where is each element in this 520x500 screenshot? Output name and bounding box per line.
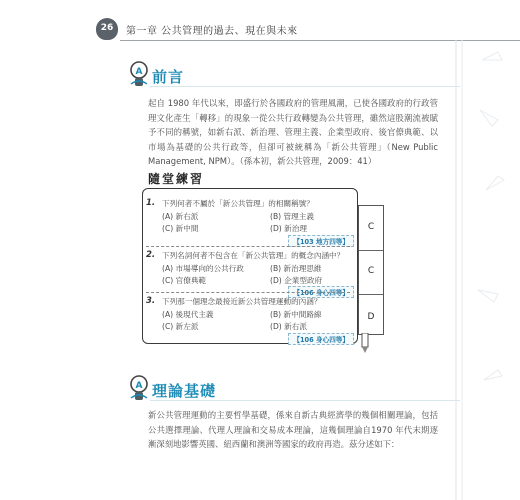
exam-source-tag: 【106 身心四等】 bbox=[288, 286, 354, 298]
exam-source-tag: 【103 地方四等】 bbox=[288, 235, 354, 247]
answer-3: D bbox=[367, 312, 375, 322]
pencil-icon bbox=[361, 333, 369, 353]
page-header bbox=[96, 18, 448, 40]
question-2 bbox=[146, 250, 376, 296]
question-text: 下列何者不屬於「新公共管理」的相關稱號？ bbox=[162, 199, 314, 208]
option-d: (D) 新治理 bbox=[270, 224, 307, 233]
svg-text:A: A bbox=[135, 381, 143, 391]
chapter-title: 第一章 公共管理的過去、現在與未來 bbox=[126, 26, 298, 37]
margin-decoration bbox=[452, 40, 520, 500]
question-divider bbox=[146, 292, 350, 293]
question-3 bbox=[146, 296, 376, 342]
theory-paragraph: 新公共管理運動的主要哲學基礎，係來自新古典經濟學的幾個相關理論，包括公共選擇理論、代理人理論和交易成本理論，這幾個理論自1970 年代末期逐漸深刻地影響英國、紐西蘭和澳洲等國家的政府再造。茲分述如下： bbox=[148, 410, 438, 449]
practice-heading: 隨堂練習 bbox=[148, 172, 205, 186]
theory-heading-rule bbox=[150, 400, 460, 401]
option-b: (B) 新中間路線 bbox=[270, 310, 322, 319]
svg-text:A: A bbox=[135, 67, 143, 77]
option-d: (D) 新右派 bbox=[270, 322, 307, 331]
question-text: 下列那一個理念最接近新公共管理運動的內涵？ bbox=[162, 297, 322, 306]
option-b: (B) 新治理思維 bbox=[270, 264, 322, 273]
question-number: 3. bbox=[146, 296, 156, 306]
option-c: (C) 新左派 bbox=[162, 322, 199, 331]
option-c: (C) 新中間 bbox=[162, 224, 199, 233]
exam-source-tag: 【106 身心四等】 bbox=[288, 333, 354, 345]
page-number-badge bbox=[96, 18, 118, 40]
option-a: (A) 後現代主義 bbox=[162, 310, 214, 319]
option-d: (D) 企業型政府 bbox=[270, 276, 323, 285]
question-number: 2. bbox=[146, 250, 156, 260]
hand-lens-icon bbox=[128, 372, 150, 402]
hand-lens-icon bbox=[128, 58, 150, 88]
theory-heading: 理論基礎 bbox=[152, 382, 217, 400]
question-1 bbox=[146, 198, 376, 244]
answer-1: C bbox=[367, 222, 375, 232]
intro-paragraph: 起自 1980 年代以來，即盛行於各國政府的管理風潮，已使各國政府的行政管理文化產生「轉移」的現象一從公共行政轉變為公共管理，雖然這股潮流被賦予不同的稱號，如新右派、新治理、管理主義、企業型政府、後官僚典範、以市場為基礎的公共行政等，但卻可被統稱為「新公共管理」（New Public Management, NPM）。（孫本初，新公共管理，2009：41） bbox=[148, 98, 438, 166]
option-c: (C) 官僚典範 bbox=[162, 276, 207, 285]
question-text: 下列名詞何者不包含在「新公共管理」的概念內涵中？ bbox=[162, 251, 345, 260]
option-a: (A) 市場導向的公共行政 bbox=[162, 264, 244, 273]
intro-heading-rule bbox=[150, 86, 460, 87]
page-number: 26 bbox=[100, 23, 114, 33]
question-divider bbox=[146, 246, 350, 247]
question-number: 1. bbox=[146, 198, 156, 208]
intro-heading: 前言 bbox=[152, 68, 185, 86]
option-a: (A) 新右派 bbox=[162, 212, 199, 221]
option-b: (B) 管理主義 bbox=[270, 212, 314, 221]
answer-2: C bbox=[367, 266, 375, 276]
